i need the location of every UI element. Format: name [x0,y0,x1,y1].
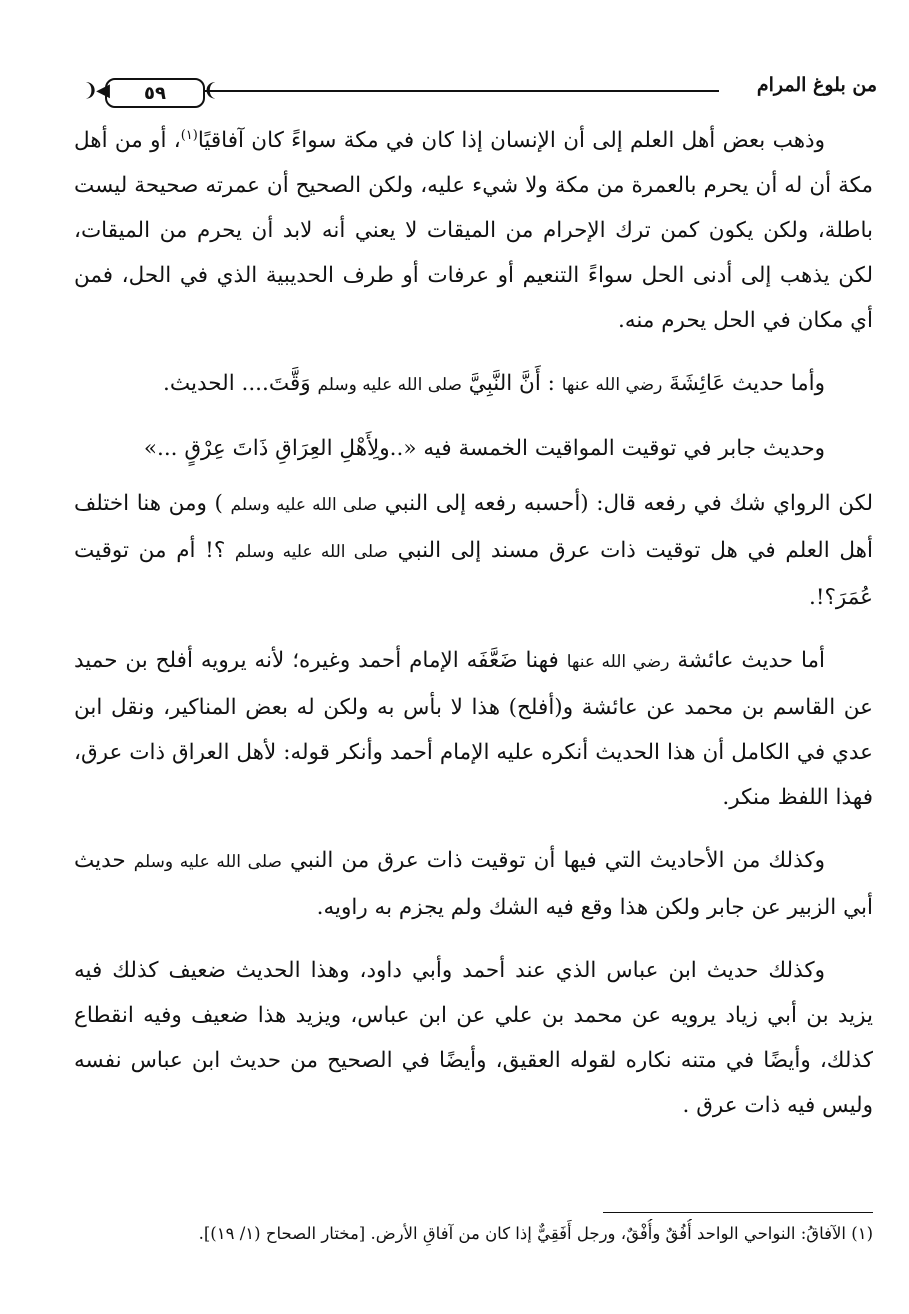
honorific-salla-ligature: صلى الله عليه وسلم [234,542,388,562]
honorific-salla-ligature: صلى الله عليه وسلم [317,375,462,395]
page-header [83,70,877,110]
paragraph-text: وأما حديث عَائِشَةَ [669,371,825,396]
ornament-right-icon: ❩ [203,80,217,101]
body-text [74,118,873,1146]
page-number: ٥٩ [144,82,166,104]
paragraph-text: فهنا ضَعَّفَه الإمام أحمد وغيره؛ لأنه يرويه أفلح بن حميد عن القاسم بن محمد عن عائشة و(أفلح) هذا لا بأس به ولكن له بعض المناكير، ونقل ابن عدي في الكامل أن هذا الحديث أنكره عليه الإمام أحمد وأنكر قوله: لأهل العراق ذات عرق، فهذا اللفظ منكر. [74,648,873,810]
paragraph-text: وذهب بعض أهل العلم إلى أن الإنسان إذا كان في مكة سواءً كان آفاقيًا [197,128,825,153]
paragraph-1 [74,118,873,343]
paragraph-text: حديث أبي الزبير عن جابر ولكن هذا وقع فيه الشك ولم يجزم به راويه. [74,848,873,920]
paragraph-text: وحديث جابر في توقيت المواقيت الخمسة فيه «..ولِأَهْلِ العِرَاقِ ذَاتَ عِرْقٍ ...» [143,436,825,461]
honorific-salla-ligature: صلى الله عليه وسلم [230,495,378,515]
paragraph-5 [74,638,873,820]
header-rule [205,90,719,92]
footnote: (١) الآفاقُ: النواحي الواحد أُفُقٌ وأُفْقٌ، ورجل أَفَقِيٌّ إذا كان من آفاقِ الأرض. [مختار الصحاح (١/ ١٩)]. [198,1224,873,1243]
paragraph-2 [74,361,873,408]
honorific-salla-ligature: صلى الله عليه وسلم [133,852,282,872]
honorific-radiya-ligature: رضي الله عنها [561,375,663,395]
paragraph-text: ) ومن هنا اختلف أهل العلم في هل توقيت ذات عرق مسند إلى النبي [74,491,873,563]
footnote-rule [603,1212,873,1213]
page-number-frame [105,78,205,108]
paragraph-text: : أَنَّ النَّبِيَّ [468,371,555,396]
ornament-left-icon: ◀❨ [83,80,108,101]
running-title: من بلوغ المرام [756,74,877,96]
paragraph-6 [74,838,873,930]
honorific-radiya-ligature: رضي الله عنها [566,652,670,672]
footnote-reference: (١) [180,127,198,143]
paragraph-3 [74,426,873,471]
paragraph-text: ؟! أم من توقيت عُمَرَ؟!. [74,538,873,610]
paragraph-text: أما حديث عائشة [677,648,825,673]
paragraph-text: لكن الرواي شك في رفعه قال: (أحسبه رفعه إلى النبي [384,491,874,516]
paragraph-text: وكذلك من الأحاديث التي فيها أن توقيت ذات عرق من النبي [289,848,826,873]
paragraph-text: ، أو من أهل مكة أن له أن يحرم بالعمرة من مكة ولا شيء عليه، ولكن الصحيح أن عمرته صحيحة ليست باطلة، ولكن يكون كمن ترك الإحرام من الميقات لا يعني أنه لابد أن يحرم من الميقات، لكن يذهب إلى أدنى الحل سواءً التنعيم أو عرفات أو طرف الحديبية الذي في الحل، فمن أي مكان في الحل يحرم منه. [74,128,873,333]
paragraph-7 [74,948,873,1128]
paragraph-text: وَقَّتَ.... الحديث. [163,371,311,396]
paragraph-text: وكذلك حديث ابن عباس الذي عند أحمد وأبي داود، وهذا الحديث ضعيف كذلك فيه يزيد بن أبي زياد يرويه عن محمد بن علي عن ابن عباس، ويزيد هذا ضعيف وفيه انقطاع كذلك، وأيضًا في متنه نكاره لقوله العقيق، وأيضًا في الصحيح من حديث ابن عباس نفسه وليس فيه ذات عرق . [74,958,873,1118]
paragraph-4 [74,481,873,620]
